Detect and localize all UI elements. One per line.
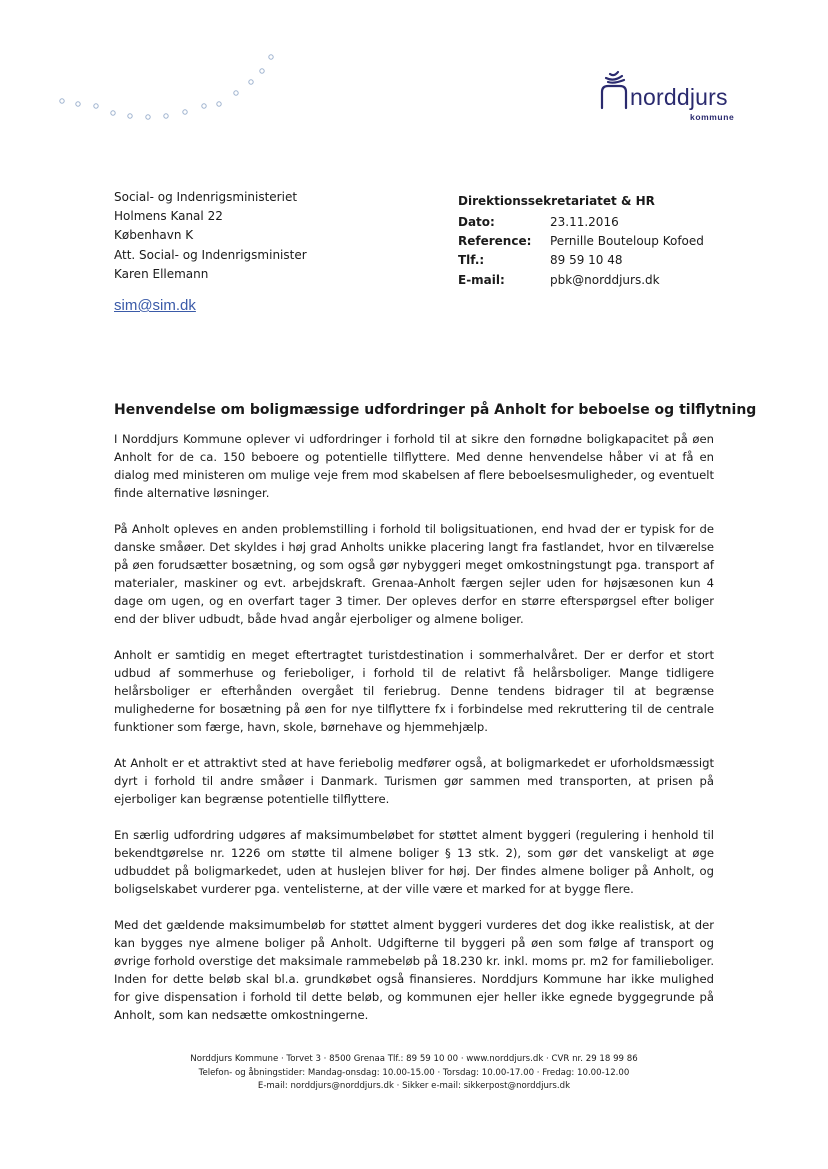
- recipient-line: Att. Social- og Indenrigsminister: [114, 247, 307, 262]
- sender-info: [458, 192, 704, 290]
- info-value: pbk@norddjurs.dk: [550, 272, 660, 287]
- footer-line: E-mail: norddjurs@norddjurs.dk · Sikker e-mail: sikkerpost@norddjurs.dk: [257, 1081, 571, 1091]
- info-value: 23.11.2016: [550, 215, 619, 229]
- sender-department: Direktionssekretariatet & HR: [458, 194, 655, 208]
- recipient-line: Social- og Indenrigsministeriet: [114, 190, 298, 204]
- letter-body: [114, 430, 714, 1042]
- page-footer: [114, 1053, 714, 1094]
- letter-subject: Henvendelse om boligmæssige udfordringer på Anholt for beboelse og tilflytning: [114, 402, 757, 418]
- info-label: E-mail:: [458, 272, 505, 287]
- body-paragraph: At Anholt er et attraktivt sted at have feriebolig medfører også, at boligmarkedet er uforholdsmæssigt dyrt i forhold til andre småøer i Danmark. Turismen gør sammen med transporten, at prisen på ejerboliger kan begrænse potentielle tilflyttere.: [114, 756, 714, 806]
- recipient-email-link[interactable]: sim@sim.dk: [114, 297, 196, 314]
- footer-line: Telefon- og åbningstider: Mandag-onsdag: 10.00-15.00 · Torsdag: 10.00-17.00 · Fredag: 10.00-12.00: [198, 1067, 630, 1078]
- info-label: Dato:: [458, 215, 495, 229]
- recipient-line: Karen Ellemann: [114, 266, 209, 281]
- body-paragraph: I Norddjurs Kommune oplever vi udfordringer i forhold til at sikre den fornødne boligkapacitet på øen Anholt for de ca. 150 beboere og potentielle tilflyttere. Med denne henvendelse håber vi at få en dialog med ministeren om mulige veje frem mod skabelsen af flere beboelsesmuligheder, og eventuelt finde alternative løsninger.: [114, 432, 714, 500]
- recipient-line: Holmens Kanal 22: [114, 209, 223, 224]
- info-row-email: [458, 271, 704, 290]
- body-paragraph: Med det gældende maksimumbeløb for støttet alment byggeri vurderes det dog ikke realistisk, at der kan bygges nye almene boliger på Anholt. Udgifterne til byggeri på øen som følge af transport og øvrige forhold overstige det maksimale rammebeløb på 18.230 kr. inkl. moms pr. m2 for familieboliger. Inden for dette beløb skal bl.a. grundkøbet også finansieres. Norddjurs Kommune har ikke mulighed for give dispensation i forhold til dette beløb, og kommunen ejer heller ikke egnede byggegrunde på Anholt, som kan nedsætte omkostningerne.: [114, 918, 714, 1022]
- footer-line: Norddjurs Kommune · Torvet 3 · 8500 Grenaa Tlf.: 89 59 10 00 · www.norddjurs.dk · CVR nr. 29 18 99 86: [190, 1054, 638, 1064]
- body-paragraph: På Anholt opleves en anden problemstilling i forhold til boligsituationen, end hvad der er typisk for de danske småøer. Det skyldes i høj grad Anholts unikke placering langt fra fastlandet, hvor en tilværelse på øen forudsætter bosætning, og som også gør nybyggeri meget omkostningstungt pga. transport af materialer, maskiner og evt. arbejdskraft. Grenaa-Anholt færgen sejler uden for højsæsonen kun 4 dage om ugen, og en overfart tager 3 timer. Der opleves derfor en større efterspørgsel efter boliger end der bliver udbudt, både hvad angår ejerboliger og almene boliger.: [114, 522, 714, 626]
- body-paragraph: Anholt er samtidig en meget eftertragtet turistdestination i sommerhalvåret. Der er derfor et stort udbud af sommerhuse og ferieboliger, i forhold til de relativt få helårsboliger. Mange tidligere helårsboliger er efterhånden overgået til feriebrug. Denne tendens bidrager til at begrænse mulighederne for bosætning på øen for nye tilflyttere fx i forbindelse med rekruttering til de centrale funktioner som færge, havn, skole, børnehave og hjemmehjælp.: [114, 648, 714, 734]
- info-label: Reference:: [458, 234, 532, 249]
- info-value: Pernille Bouteloup Kofoed: [550, 234, 704, 249]
- norddjurs-logo: [596, 68, 756, 126]
- recipient-address: [114, 188, 434, 284]
- info-label: Tlf.:: [458, 253, 485, 268]
- recipient-line: København K: [114, 228, 194, 243]
- body-paragraph: En særlig udfordring udgøres af maksimumbeløbet for støttet alment byggeri (regulering i henhold til bekendtgørelse nr. 1226 om støtte til almene boliger § 13 stk. 2), som gør det vanskeligt at øge udbuddet på boligmarkedet, uden at huslejen bliver for høj. Der findes almene boliger på Anholt, og boligselskabet vurderer pga. ventelisterne, at der ville være et marked for at bygge flere.: [114, 828, 714, 896]
- info-row-date: [458, 213, 704, 232]
- info-value: 89 59 10 48: [550, 253, 623, 268]
- info-row-phone: [458, 251, 704, 270]
- logo-wordmark: norddjurs: [630, 84, 728, 110]
- info-row-reference: [458, 232, 704, 251]
- decorative-dots: [0, 0, 300, 140]
- logo-subtitle: kommune: [690, 112, 735, 122]
